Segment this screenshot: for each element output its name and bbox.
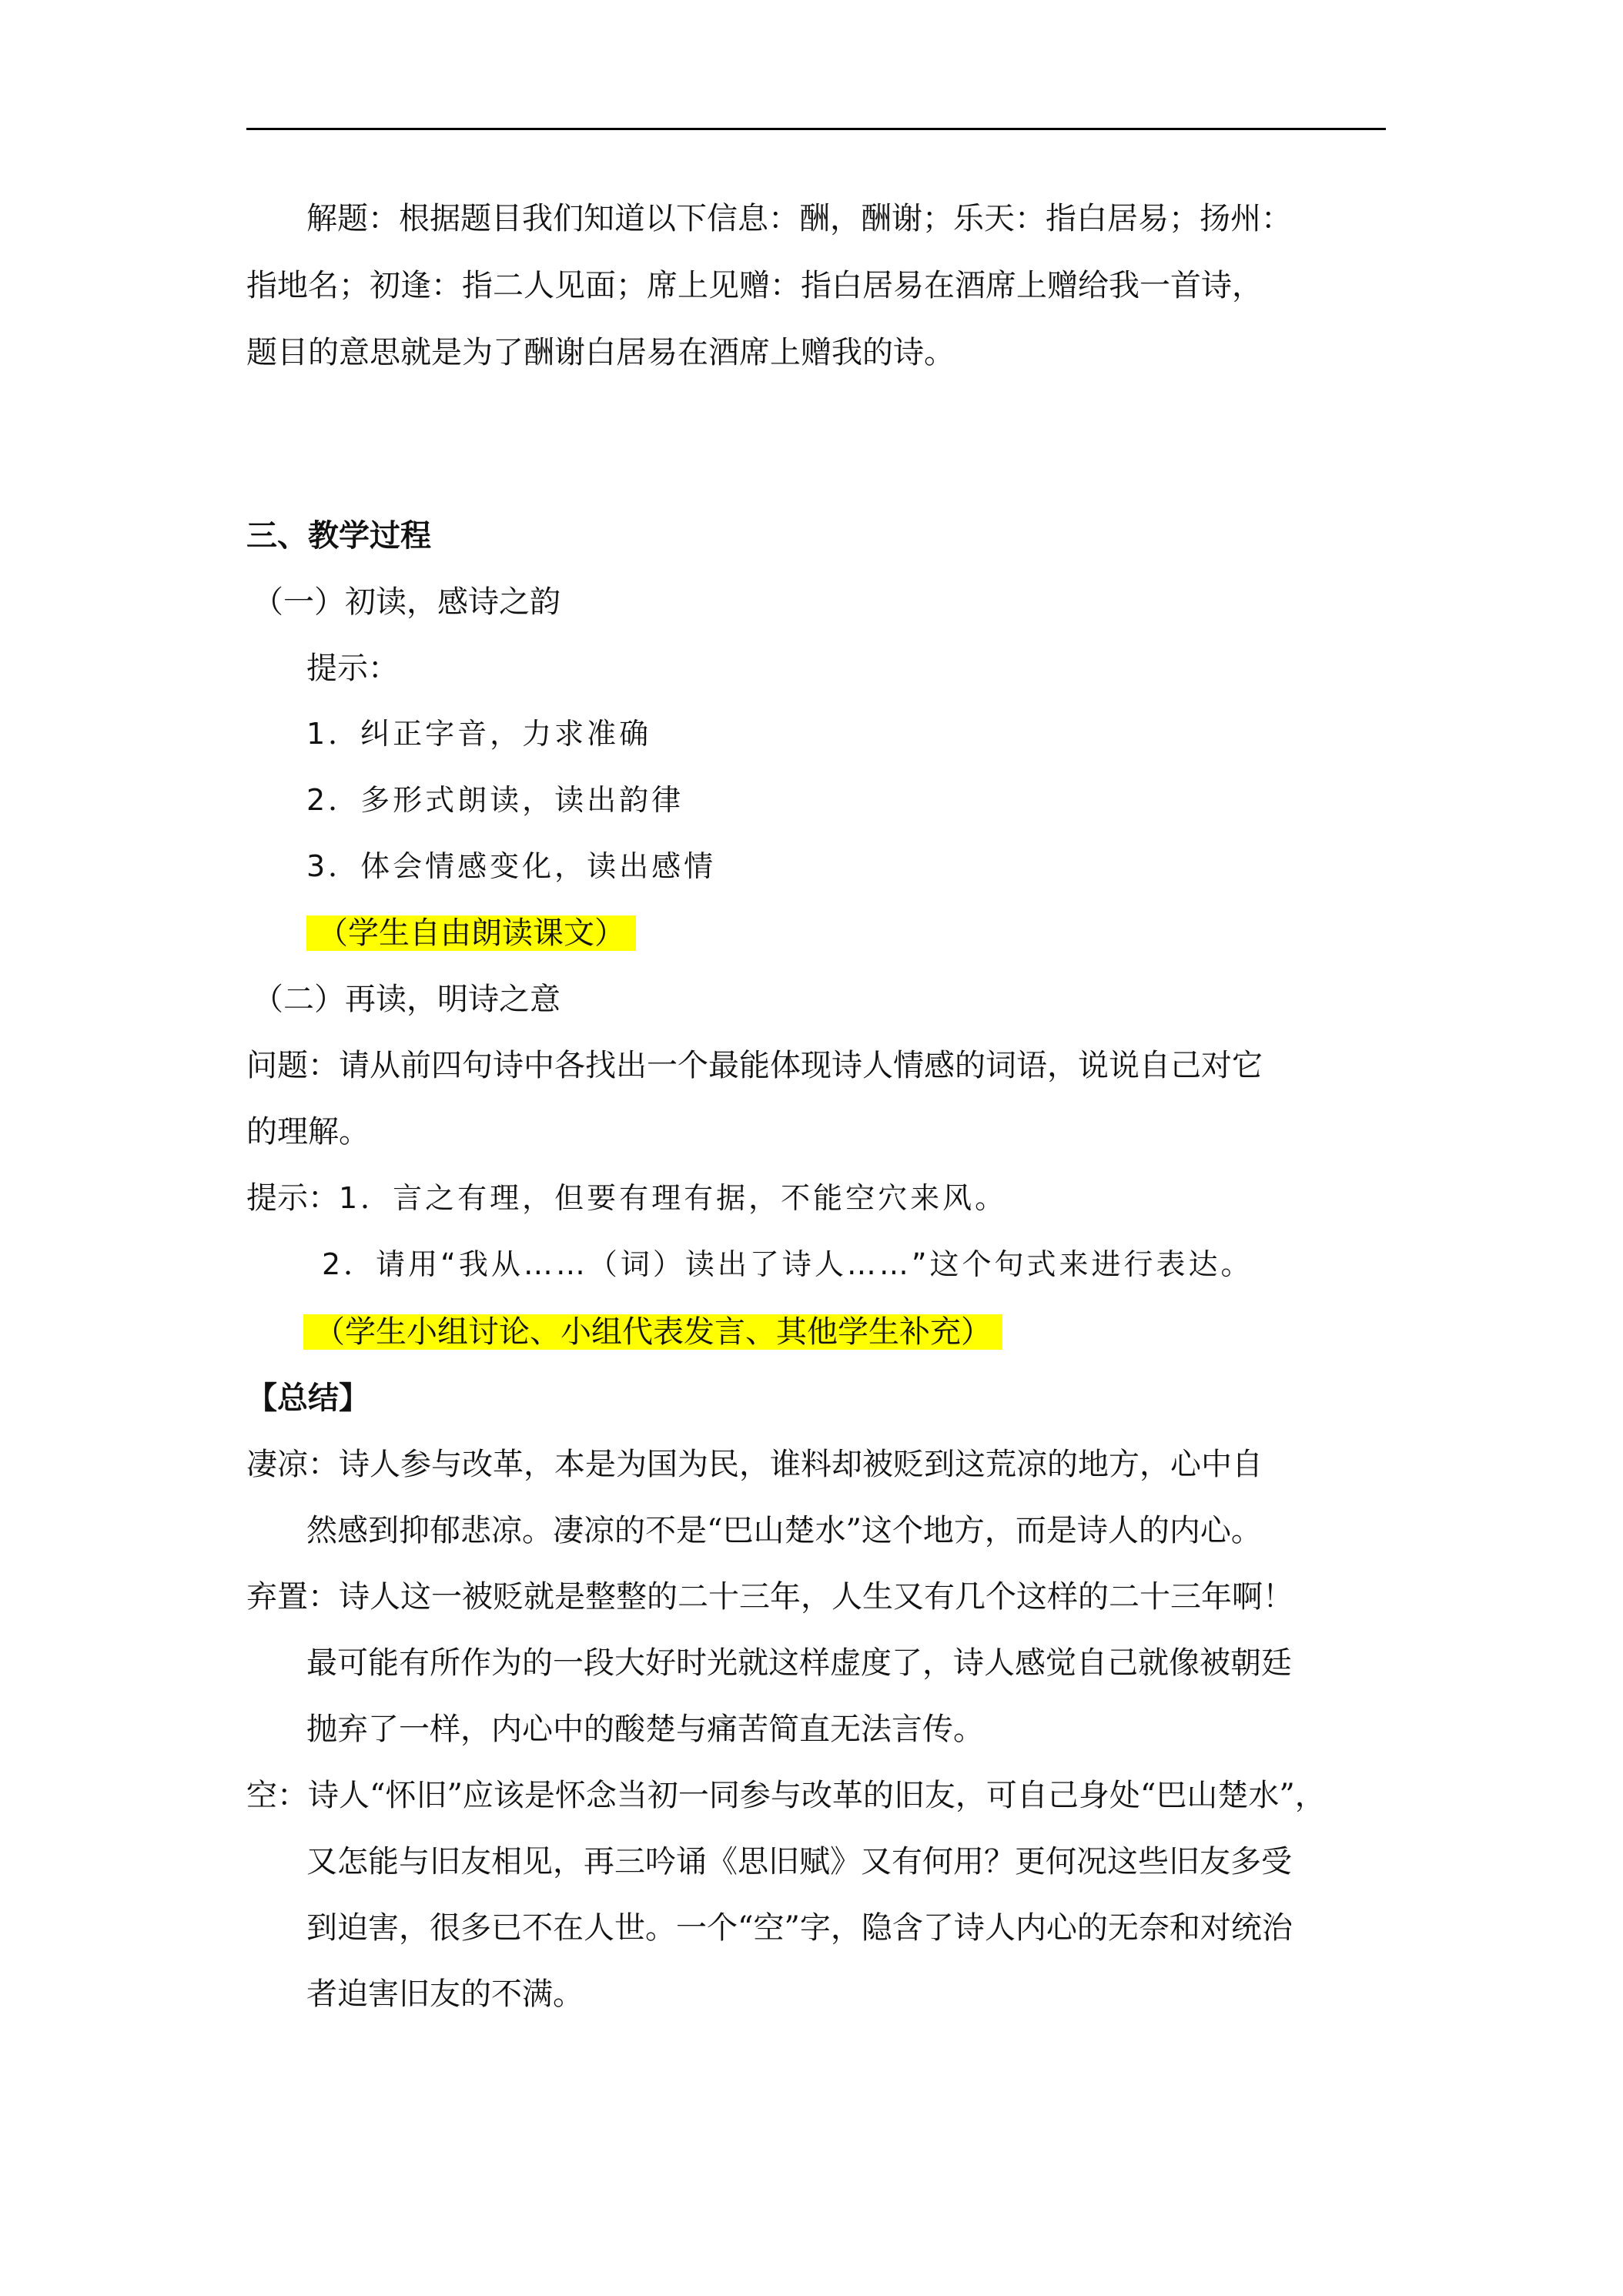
summary-3-line-2: 又怎能与旧友相见，再三吟诵《思旧赋》又有何用？更何况这些旧友多受: [306, 1844, 1292, 1879]
part1-title: （一）初读，感诗之韵: [253, 584, 561, 620]
part1-tip-1: 1．纠正字音，力求准确: [306, 717, 652, 751]
summary-1-line-2: 然感到抑郁悲凉。凄凉的不是“巴山楚水”这个地方，而是诗人的内心。: [306, 1513, 1262, 1548]
part1-tip-label: 提示：: [306, 651, 399, 686]
header-rule: [246, 128, 1386, 130]
part2-tip-2: 2．请用“我从……（词）读出了诗人……”这个句式来进行表达。: [322, 1247, 1253, 1281]
section-title: 三、教学过程: [246, 517, 431, 554]
summary-3-line-1: 空：诗人“怀旧”应该是怀念当初一同参与改革的旧友，可自己身处“巴山楚水”，: [246, 1778, 1326, 1813]
part2-question-line-2: 的理解。: [246, 1114, 370, 1150]
intro-line-1: 解题：根据题目我们知道以下信息：酬，酬谢；乐天：指白居易；扬州：: [306, 201, 1292, 236]
part2-activity-highlight: （学生小组讨论、小组代表发言、其他学生补充）: [303, 1314, 1002, 1350]
part2-question-line-1: 问题：请从前四句诗中各找出一个最能体现诗人情感的词语，说说自己对它: [246, 1048, 1263, 1083]
summary-3-line-4: 者迫害旧友的不满。: [306, 1976, 584, 2012]
summary-1-line-1: 凄凉：诗人参与改革，本是为国为民，谁料却被贬到这荒凉的地方，心中自: [246, 1447, 1263, 1482]
part1-activity-highlight: （学生自由朗读课文）: [306, 915, 636, 951]
summary-title: 【总结】: [246, 1380, 370, 1416]
summary-2-line-3: 抛弃了一样，内心中的酸楚与痛苦简直无法言传。: [306, 1712, 984, 1747]
part2-tip-1-text: 1．言之有理，但要有理有据，不能空穴来风。: [339, 1181, 1008, 1215]
summary-2-line-1: 弃置：诗人这一被贬就是整整的二十三年，人生又有几个这样的二十三年啊！: [246, 1579, 1293, 1615]
part2-tip-label: 提示：: [246, 1180, 339, 1216]
part2-activity: [303, 1310, 1002, 1354]
part1-tip-2: 2．多形式朗读，读出韵律: [306, 783, 684, 817]
part2-title: （二）再读，明诗之意: [253, 982, 561, 1017]
intro-line-2: 指地名；初逢：指二人见面；席上见赠：指白居易在酒席上赠给我一首诗，: [246, 268, 1263, 303]
intro-line-3: 题目的意思就是为了酬谢白居易在酒席上赠我的诗。: [246, 335, 955, 370]
part1-activity: [306, 912, 636, 955]
summary-2-line-2: 最可能有所作为的一段大好时光就这样虚度了，诗人感觉自己就像被朝廷: [306, 1645, 1292, 1681]
summary-3-line-3: 到迫害，很多已不在人世。一个“空”字，隐含了诗人内心的无奈和对统治: [306, 1910, 1293, 1946]
part1-tip-3: 3．体会情感变化，读出感情: [306, 849, 717, 883]
part2-tip-1: [246, 1176, 1007, 1220]
